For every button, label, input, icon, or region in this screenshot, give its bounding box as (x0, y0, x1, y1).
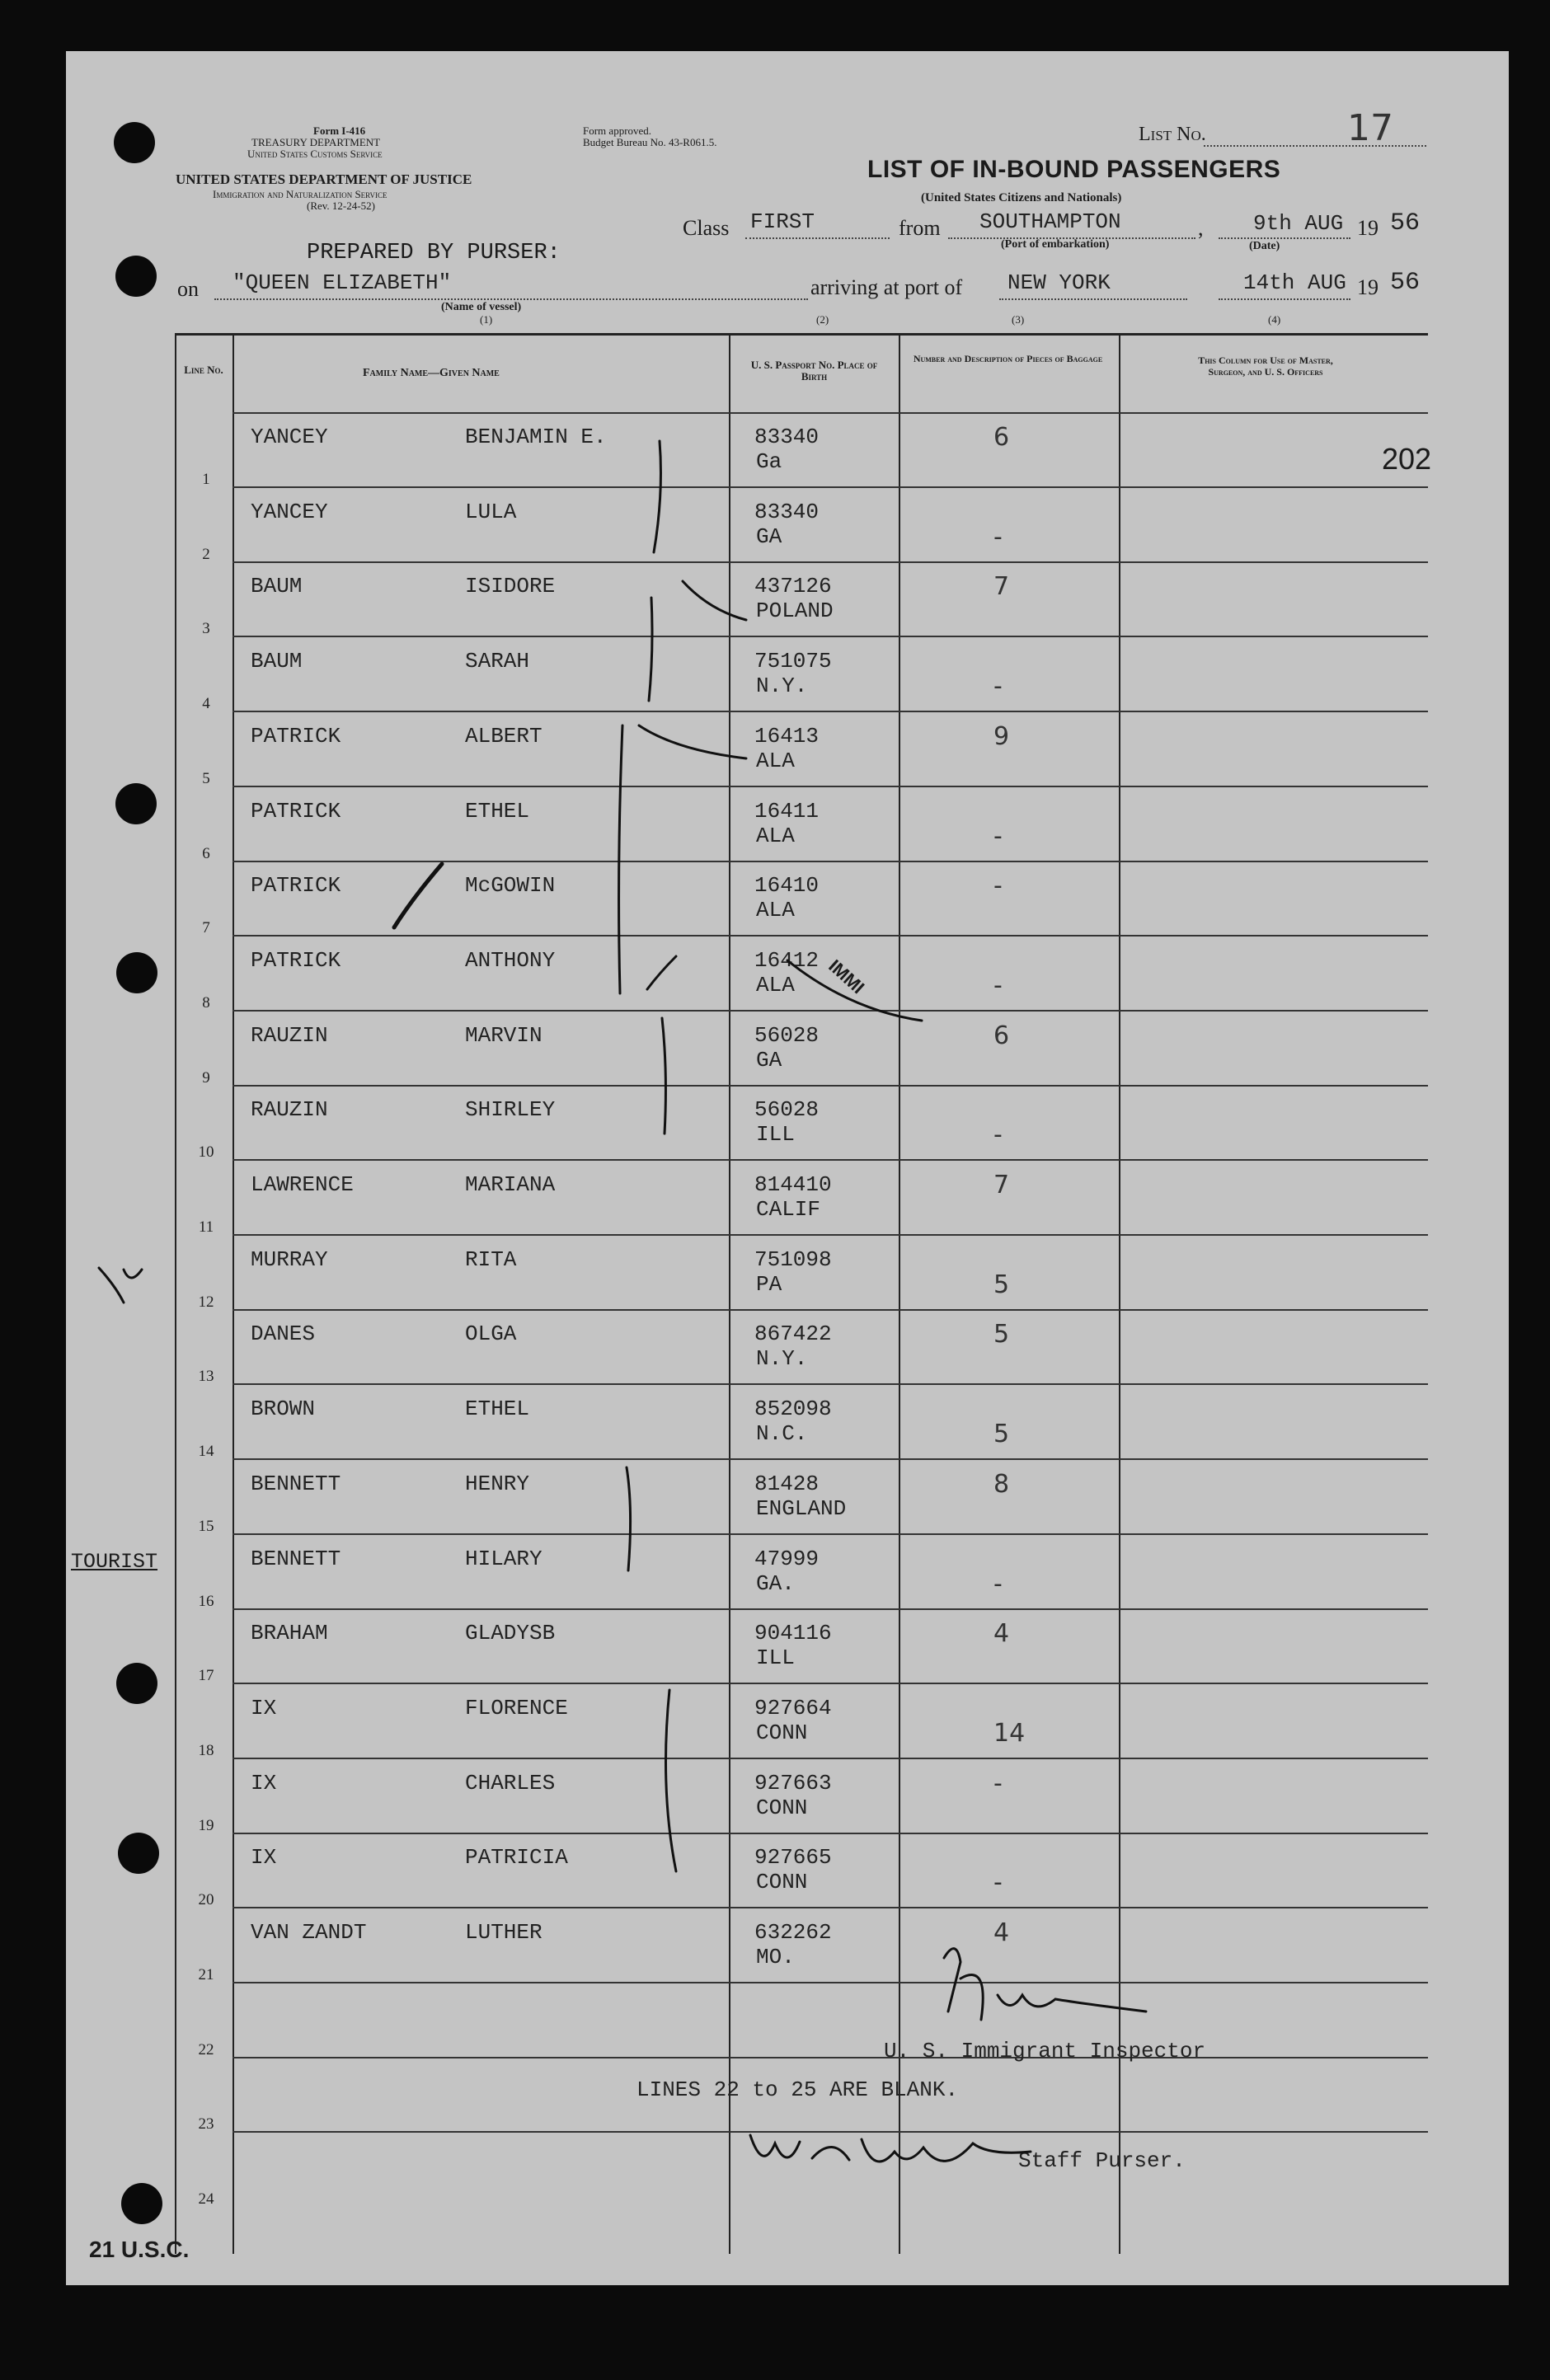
class-line (745, 237, 890, 239)
row-divider (233, 1608, 1428, 1610)
header-officers: This Column for Use of Master, Surgeon, and U. S. Officers (1198, 354, 1333, 378)
inspector-label: U. S. Immigrant Inspector (884, 2039, 1206, 2063)
given-name: LUTHER (465, 1920, 542, 1945)
port-label: (Port of embarkation) (1001, 238, 1110, 251)
passport-no: 56028 (754, 1097, 820, 1123)
prepared-by: PREPARED BY PURSER: (307, 241, 561, 265)
passport-no: 83340 (754, 499, 820, 524)
passport-no: 16413 (754, 723, 820, 749)
baggage-count: 5 (993, 1420, 1010, 1449)
baggage-count: - (993, 1120, 1003, 1150)
baggage-count: 9 (993, 721, 1010, 751)
line-number: 3 (202, 620, 210, 638)
family-name: IX (251, 1695, 277, 1720)
place-of-birth: ALA (756, 972, 795, 998)
family-name: YANCEY (251, 499, 328, 524)
family-name: BROWN (251, 1397, 316, 1422)
place-of-birth: PA (756, 1271, 782, 1297)
row-divider (233, 861, 1428, 862)
passport-no: 16410 (754, 873, 820, 899)
date-label: (Date) (1249, 240, 1280, 252)
line-number: 1 (202, 471, 210, 488)
line-number: 15 (198, 1517, 214, 1535)
row-divider (233, 1159, 1428, 1161)
baggage-count: - (993, 1868, 1003, 1898)
line-number: 21 (198, 1966, 214, 1983)
place-of-birth: ALA (756, 898, 795, 923)
place-of-birth: CALIF (756, 1197, 821, 1222)
date1-line (1219, 237, 1350, 239)
passport-no: 927665 (754, 1845, 832, 1871)
given-name: MARIANA (465, 1172, 556, 1197)
given-name: HENRY (465, 1471, 530, 1496)
line-number: 5 (202, 769, 210, 787)
given-name: ALBERT (465, 723, 542, 749)
baggage-count: 5 (993, 1320, 1010, 1350)
revision-date: (Rev. 12-24-52) (307, 200, 375, 212)
family-name: LAWRENCE (251, 1172, 354, 1197)
family-name: YANCEY (251, 425, 328, 449)
passport-no: 81428 (754, 1471, 820, 1496)
col-divider-line (233, 333, 234, 2254)
line-number: 2 (202, 545, 210, 563)
arriving-line (999, 298, 1187, 300)
header-passport: U. S. Passport No. Place of Birth (750, 359, 878, 383)
family-name: PATRICK (251, 723, 341, 749)
baggage-count: - (993, 1768, 1003, 1798)
passport-no: 83340 (754, 425, 820, 449)
baggage-count: 7 (993, 1171, 1010, 1199)
officer-note: 202 (1382, 442, 1432, 476)
family-name: RAUZIN (251, 1097, 328, 1123)
class-label: Class (683, 216, 730, 240)
passport-no: 437126 (754, 574, 832, 599)
given-name: FLORENCE (465, 1695, 568, 1720)
place-of-birth: N.Y. (756, 1346, 808, 1372)
line-number: 4 (202, 695, 210, 713)
from-value: SOUTHAMPTON (979, 209, 1121, 234)
col2-label: (2) (816, 313, 829, 326)
passport-no: 47999 (754, 1546, 820, 1571)
form-subtitle: (United States Citizens and Nationals) (921, 191, 1122, 204)
family-name: RAUZIN (251, 1022, 328, 1048)
list-no-value: 17 (1347, 107, 1393, 149)
justice-dept: UNITED STATES DEPARTMENT OF JUSTICE (176, 171, 472, 187)
family-name: PATRICK (251, 798, 341, 824)
line-number: 8 (202, 993, 210, 1012)
passport-no: 927663 (754, 1770, 832, 1796)
punch-hole (118, 1833, 159, 1874)
line-number: 23 (198, 2115, 214, 2134)
customs-service: United States Customs Service (247, 148, 383, 160)
line-number: 11 (198, 1218, 214, 1236)
passport-no: 751075 (754, 649, 832, 674)
family-name: DANES (251, 1321, 316, 1347)
list-no-label: List No. (1139, 124, 1206, 145)
line-number: 22 (198, 2040, 214, 2058)
row-divider (233, 1383, 1428, 1385)
baggage-count: - (993, 871, 1003, 901)
given-name: GLADYSB (465, 1621, 556, 1646)
family-name: MURRAY (251, 1246, 328, 1272)
place-of-birth: GA (756, 523, 782, 549)
family-name: BRAHAM (251, 1621, 328, 1646)
passport-no: 751098 (754, 1246, 832, 1272)
row-divider (233, 786, 1428, 787)
from-label: from (899, 216, 941, 240)
baggage-count: 8 (993, 1469, 1010, 1499)
family-name: BENNETT (251, 1471, 341, 1496)
family-name: BENNETT (251, 1546, 341, 1571)
baggage-count: - (993, 970, 1003, 1000)
col4-label: (4) (1268, 313, 1281, 326)
place-of-birth: ALA (756, 823, 795, 848)
baggage-count: 7 (993, 572, 1010, 602)
row-divider (233, 1758, 1428, 1759)
passport-no: 56028 (754, 1022, 820, 1048)
col-divider-baggage (1119, 333, 1120, 2254)
family-name: IX (251, 1845, 277, 1871)
row-divider (233, 2131, 1428, 2133)
date1-year-prefix: 19 (1357, 216, 1379, 240)
row-divider (233, 636, 1428, 637)
place-of-birth: ILL (756, 1122, 795, 1148)
row-divider (233, 1683, 1428, 1684)
punch-hole (116, 1663, 157, 1704)
vessel-line (214, 298, 808, 300)
statute-ref: 21 U.S.C. (89, 2237, 190, 2262)
row-divider (233, 711, 1428, 712)
row-divider (233, 1458, 1428, 1460)
given-name: PATRICIA (465, 1845, 568, 1871)
line-number: 6 (202, 844, 210, 862)
baggage-count: 4 (993, 1619, 1010, 1649)
passport-no: 632262 (754, 1920, 832, 1945)
row-divider (233, 1907, 1428, 1908)
header-baggage: Number and Description of Pieces of Baggage (913, 353, 1103, 364)
budget-bureau: Budget Bureau No. 43-R061.5. (583, 136, 717, 148)
col3-label: (3) (1012, 313, 1025, 326)
place-of-birth: CONN (756, 1870, 808, 1895)
row-divider (233, 1234, 1428, 1236)
class-value: FIRST (750, 209, 815, 234)
blank-lines-note: LINES 22 to 25 ARE BLANK. (636, 2077, 959, 2102)
given-name: ISIDORE (465, 574, 556, 599)
table-left-border (175, 333, 176, 2254)
line-number: 13 (198, 1368, 214, 1386)
on-label: on (177, 277, 199, 301)
arriving-value: NEW YORK (1008, 270, 1111, 295)
row-divider (233, 1010, 1428, 1012)
passport-no: 904116 (754, 1621, 832, 1646)
line-number: 24 (198, 2190, 214, 2209)
passport-no: 814410 (754, 1172, 832, 1197)
form-title: LIST OF IN-BOUND PASSENGERS (867, 156, 1281, 183)
place-of-birth: ALA (756, 748, 795, 773)
family-name: VAN ZANDT (251, 1920, 367, 1945)
family-name: PATRICK (251, 873, 341, 899)
row-divider (233, 1982, 1428, 1983)
place-of-birth: GA. (756, 1570, 795, 1596)
place-of-birth: MO. (756, 1945, 795, 1969)
immigration-stamp: IMMI (824, 955, 869, 998)
punch-hole (115, 783, 157, 824)
comma: , (1198, 216, 1204, 240)
family-name: PATRICK (251, 947, 341, 973)
row-divider (233, 1533, 1428, 1535)
punch-hole (121, 2183, 162, 2224)
line-number: 16 (198, 1592, 214, 1610)
row-divider (233, 1085, 1428, 1087)
passport-no: 16411 (754, 798, 820, 824)
date2-line (1219, 298, 1350, 300)
line-number: 9 (202, 1068, 210, 1087)
given-name: McGOWIN (465, 873, 556, 899)
header-line-no: Line No. (184, 364, 223, 376)
form-number: Form I-416 (313, 124, 366, 137)
passport-no: 867422 (754, 1321, 832, 1347)
punch-hole (115, 256, 157, 297)
vessel-value: "QUEEN ELIZABETH" (233, 270, 452, 295)
given-name: MARVIN (465, 1022, 542, 1048)
header-name: Family Name—Given Name (363, 367, 500, 379)
line-number: 18 (198, 1741, 214, 1759)
place-of-birth: N.Y. (756, 674, 808, 699)
table-top-border (175, 333, 1428, 336)
given-name: SHIRLEY (465, 1097, 556, 1123)
tourist-label: TOURIST (71, 1550, 158, 1574)
given-name: ETHEL (465, 798, 530, 824)
baggage-count: - (993, 522, 1003, 552)
immigration-service: Immigration and Naturalization Service (213, 188, 388, 200)
place-of-birth: POLAND (756, 599, 834, 624)
given-name: HILARY (465, 1546, 542, 1571)
line-number: 10 (198, 1143, 214, 1162)
place-of-birth: ILL (756, 1645, 795, 1671)
given-name: OLGA (465, 1321, 517, 1347)
passport-no: 927664 (754, 1695, 832, 1720)
date2-year: 56 (1390, 269, 1421, 297)
row-divider (233, 1309, 1428, 1311)
baggage-count: - (993, 672, 1003, 702)
place-of-birth: CONN (756, 1720, 808, 1745)
baggage-count: 14 (993, 1718, 1026, 1748)
family-name: BAUM (251, 649, 303, 674)
line-number: 19 (198, 1816, 214, 1834)
line-number: 20 (198, 1891, 214, 1909)
col-divider-name (729, 333, 730, 2254)
date2-value: 14th AUG (1243, 270, 1346, 295)
row-divider (233, 1833, 1428, 1834)
family-name: BAUM (251, 574, 303, 599)
baggage-count: 6 (993, 423, 1010, 452)
given-name: ANTHONY (465, 947, 556, 973)
form-approved: Form approved. (583, 124, 652, 137)
header-divider (233, 412, 1428, 414)
purser-label: Staff Purser. (1018, 2148, 1186, 2173)
row-divider (233, 935, 1428, 937)
punch-hole (116, 952, 157, 993)
place-of-birth: CONN (756, 1795, 808, 1820)
given-name: RITA (465, 1246, 517, 1272)
given-name: CHARLES (465, 1770, 556, 1796)
treasury-dept: TREASURY DEPARTMENT (251, 136, 381, 148)
family-name: IX (251, 1770, 277, 1796)
passport-no: 16412 (754, 947, 820, 973)
line-number: 14 (198, 1443, 214, 1461)
baggage-count: 4 (993, 1918, 1010, 1947)
row-divider (233, 486, 1428, 488)
given-name: ETHEL (465, 1397, 530, 1422)
row-divider (233, 561, 1428, 563)
baggage-count: - (993, 821, 1003, 851)
line-number: 12 (198, 1293, 214, 1311)
row-divider (233, 2057, 1428, 2058)
date1-year: 56 (1390, 209, 1421, 237)
place-of-birth: ENGLAND (756, 1495, 847, 1521)
punch-hole (114, 122, 155, 163)
line-number: 17 (198, 1667, 214, 1685)
place-of-birth: N.C. (756, 1421, 808, 1447)
date1-value: 9th AUG (1253, 211, 1344, 236)
baggage-count: 5 (993, 1270, 1010, 1299)
given-name: LULA (465, 499, 517, 524)
given-name: SARAH (465, 649, 530, 674)
col1-label: (1) (480, 313, 493, 326)
date2-year-prefix: 19 (1357, 275, 1379, 299)
passport-no: 852098 (754, 1397, 832, 1422)
vessel-label: (Name of vessel) (441, 301, 522, 313)
col-divider-passport (899, 333, 900, 2254)
arriving-label: arriving at port of (810, 275, 963, 299)
line-number: 7 (202, 919, 210, 937)
baggage-count: 6 (993, 1021, 1010, 1050)
baggage-count: - (993, 1569, 1003, 1598)
place-of-birth: Ga (756, 449, 782, 474)
place-of-birth: GA (756, 1047, 782, 1073)
given-name: BENJAMIN E. (465, 425, 607, 449)
